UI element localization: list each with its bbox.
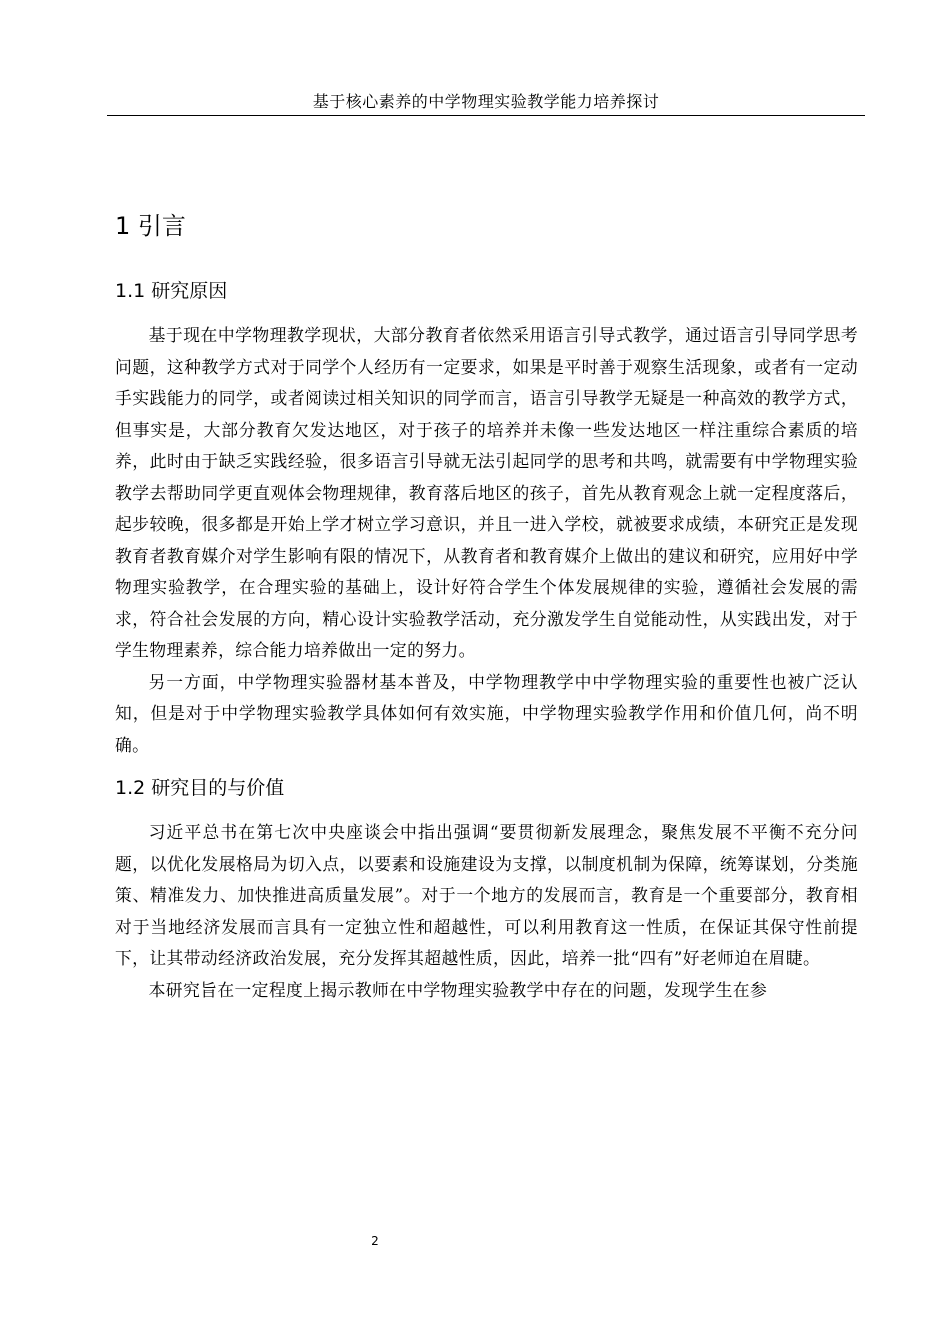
section-heading-1-1: 1.1 研究原因 [115, 280, 228, 302]
page-number: 2 [371, 1234, 379, 1248]
paragraph: 另一方面，中学物理实验器材基本普及，中学物理教学中中学物理实验的重要性也被广泛认知，但是对于中学物理实验教学具体如何有效实施，中学物理实验教学作用和价值几何，尚不明确。 [115, 671, 858, 755]
running-header: 基于核心素养的中学物理实验教学能力培养探讨 [312, 92, 660, 111]
paragraph: 本研究旨在一定程度上揭示教师在中学物理实验教学中存在的问题，发现学生在参 [148, 979, 768, 1000]
document-body [115, 206, 858, 1006]
paragraph: 基于现在中学物理教学现状，大部分教育者依然采用语言引导式教学，通过语言引导同学思考问题，这种教学方式对于同学个人经历有一定要求，如果是平时善于观察生活现象，或者有一定动手实践能力的同学，或者阅读过相关知识的同学而言，语言引导教学无疑是一种高效的教学方式，但事实是，大部分教育欠发达地区，对于孩子的培养并未像一些发达地区一样注重综合素质的培养，此时由于缺乏实践经验，很多语言引导就无法引起同学的思考和共鸣，就需要有中学物理实验教学去帮助同学更直观体会物理规律，教育落后地区的孩子，首先从教育观念上就一定程度落后，起步较晚，很多都是开始上学才树立学习意识，并且一进入学校，就被要求成绩，本研究正是发现教育者教育媒介对学生影响有限的情况下，从教育者和教育媒介上做出的建议和研究，应用好中学物理实验教学，在合理实验的基础上，设计好符合学生个体发展规律的实验，遵循社会发展的需求，符合社会发展的方向，精心设计实验教学活动，充分激发学生自觉能动性，从实践出发，对于学生物理素养，综合能力培养做出一定的努力。 [115, 325, 858, 660]
section-heading-1-2: 1.2 研究目的与价值 [115, 777, 285, 799]
header-rule [107, 115, 865, 116]
paragraph: 习近平总书在第七次中央座谈会中指出强调“要贯彻新发展理念，聚焦发展不平衡不充分问题，以优化发展格局为切入点，以要素和设施建设为支撑，以制度机制为保障，统筹谋划，分类施策、精准发力、加快推进高质量发展”。对于一个地方的发展而言，教育是一个重要部分，教育相对于当地经济发展而言具有一定独立性和超越性，可以利用教育这一性质，在保证其保守性前提下，让其带动经济政治发展，充分发挥其超越性质，因此，培养一批“四有”好老师迫在眉睫。 [115, 822, 858, 968]
chapter-heading: 1 引言 [115, 212, 186, 240]
